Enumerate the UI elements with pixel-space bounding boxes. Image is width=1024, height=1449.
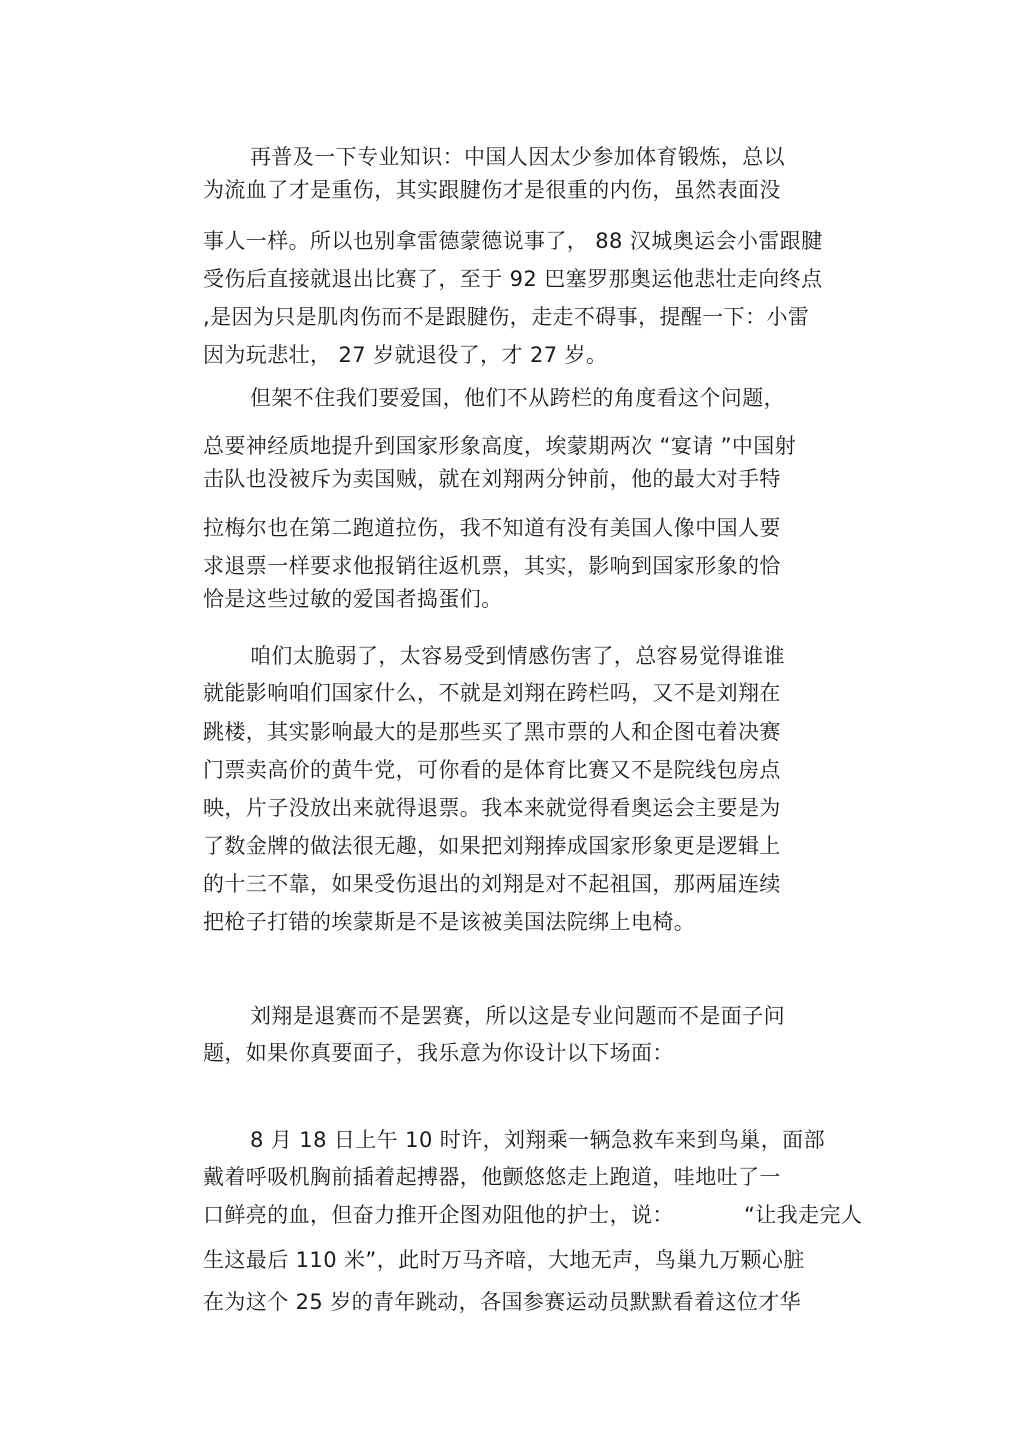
- text-line: 拉梅尔也在第二跑道拉伤，我不知道有没有美国人像中国人要: [203, 516, 781, 540]
- text-line: 生这最后 110 米”，此时万马齐喑，大地无声，鸟巢九万颗心脏: [203, 1248, 805, 1272]
- text-line: 跳楼，其实影响最大的是那些买了黑市票的人和企图屯着决赛: [203, 720, 781, 744]
- text-line: 咱们太脆弱了，太容易受到情感伤害了，总容易觉得谁谁: [250, 644, 785, 668]
- text-line: 因为玩悲壮， 27 岁就退役了，才 27 岁。: [203, 343, 608, 367]
- text-line: 了数金牌的做法很无趣，如果把刘翔捧成国家形象更是逻辑上: [203, 834, 781, 858]
- text-line: 受伤后直接就退出比赛了，至于 92 巴塞罗那奥运他悲壮走向终点: [203, 267, 823, 291]
- text-line: 但架不住我们要爱国，他们不从跨栏的角度看这个问题，: [250, 386, 785, 410]
- text-line: 8 月 18 日上午 10 时许，刘翔乘一辆急救车来到鸟巢，面部: [250, 1128, 825, 1152]
- text-line: 把枪子打错的埃蒙斯是不是该被美国法院绑上电椅。: [203, 910, 696, 934]
- text-line: 总要神经质地提升到国家形象高度，埃蒙期两次 “宴请 ”中国射: [203, 434, 797, 458]
- text-line: 门票卖高价的黄牛党，可你看的是体育比赛又不是院线包房点: [203, 758, 781, 782]
- text-line: 在为这个 25 岁的青年跳动，各国参赛运动员默默看着这位才华: [203, 1290, 802, 1314]
- text-line: 口鲜亮的血，但奋力推开企图劝阻他的护士，说：: [203, 1203, 674, 1227]
- text-line: 的十三不靠，如果受伤退出的刘翔是对不起祖国，那两届连续: [203, 872, 781, 896]
- text-line: 求退票一样要求他报销往返机票，其实，影响到国家形象的恰: [203, 554, 781, 578]
- text-line: ,是因为只是肌肉伤而不是跟腱伤，走走不碍事，提醒一下：小雷: [203, 305, 810, 329]
- text-line: 映，片子没放出来就得退票。我本来就觉得看奥运会主要是为: [203, 796, 781, 820]
- text-line: 恰是这些过敏的爱国者捣蛋们。: [203, 587, 503, 611]
- text-line: 戴着呼吸机胸前插着起搏器，他颤悠悠走上跑道，哇地吐了一: [203, 1165, 781, 1189]
- text-line: 题，如果你真要面子，我乐意为你设计以下场面：: [203, 1041, 674, 1065]
- text-line: 刘翔是退赛而不是罢赛，所以这是专业问题而不是面子问: [250, 1004, 785, 1028]
- text-line: 再普及一下专业知识：中国人因太少参加体育锻炼，总以: [250, 145, 785, 169]
- text-line: 就能影响咱们国家什么，不就是刘翔在跨栏吗，又不是刘翔在: [203, 681, 781, 705]
- text-line: 击队也没被斥为卖国贼，就在刘翔两分钟前，他的最大对手特: [203, 467, 781, 491]
- text-line: “让我走完人: [744, 1203, 863, 1227]
- text-line: 为流血了才是重伤，其实跟腱伤才是很重的内伤，虽然表面没: [203, 178, 781, 202]
- text-line: 事人一样。所以也别拿雷德蒙德说事了， 88 汉城奥运会小雷跟腱: [203, 229, 823, 253]
